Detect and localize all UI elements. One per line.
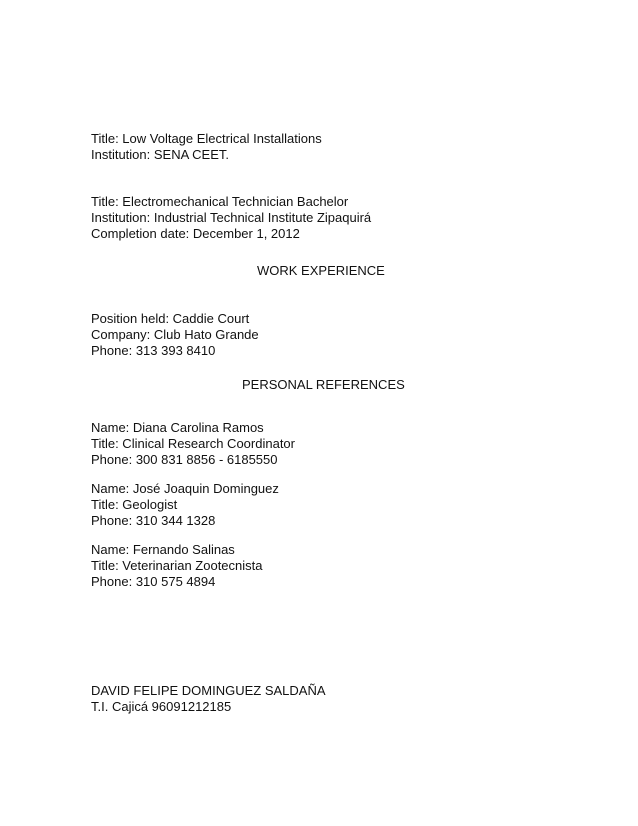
personal-references-heading: PERSONAL REFERENCES: [242, 377, 405, 392]
reference-1-name: Name: Diana Carolina Ramos: [91, 420, 264, 435]
education-1-institution: Institution: SENA CEET.: [91, 147, 230, 162]
work-company: Company: Club Hato Grande: [91, 327, 259, 342]
education-2-completion-date: Completion date: December 1, 2012: [91, 226, 300, 241]
reference-1-phone: Phone: 300 831 8856 - 6185550: [91, 452, 278, 467]
work-position: Position held: Caddie Court: [91, 311, 250, 326]
reference-1-title: Title: Clinical Research Coordinator: [91, 436, 295, 451]
reference-2-name: Name: José Joaquin Dominguez: [91, 481, 279, 496]
signature-name: DAVID FELIPE DOMINGUEZ SALDAÑA: [91, 683, 326, 698]
reference-3-title: Title: Veterinarian Zootecnista: [91, 558, 263, 573]
work-phone: Phone: 313 393 8410: [91, 343, 216, 358]
reference-3-name: Name: Fernando Salinas: [91, 542, 235, 557]
signature-id: T.I. Cajicá 96091212185: [91, 699, 232, 714]
education-2-institution: Institution: Industrial Technical Institute Zipaquirá: [91, 210, 372, 225]
reference-2-title: Title: Geologist: [91, 497, 178, 512]
education-1-title: Title: Low Voltage Electrical Installations: [91, 131, 322, 146]
work-experience-heading: WORK EXPERIENCE: [257, 263, 385, 278]
reference-3-phone: Phone: 310 575 4894: [91, 574, 216, 589]
reference-2-phone: Phone: 310 344 1328: [91, 513, 216, 528]
education-2-title: Title: Electromechanical Technician Bachelor: [91, 194, 349, 209]
